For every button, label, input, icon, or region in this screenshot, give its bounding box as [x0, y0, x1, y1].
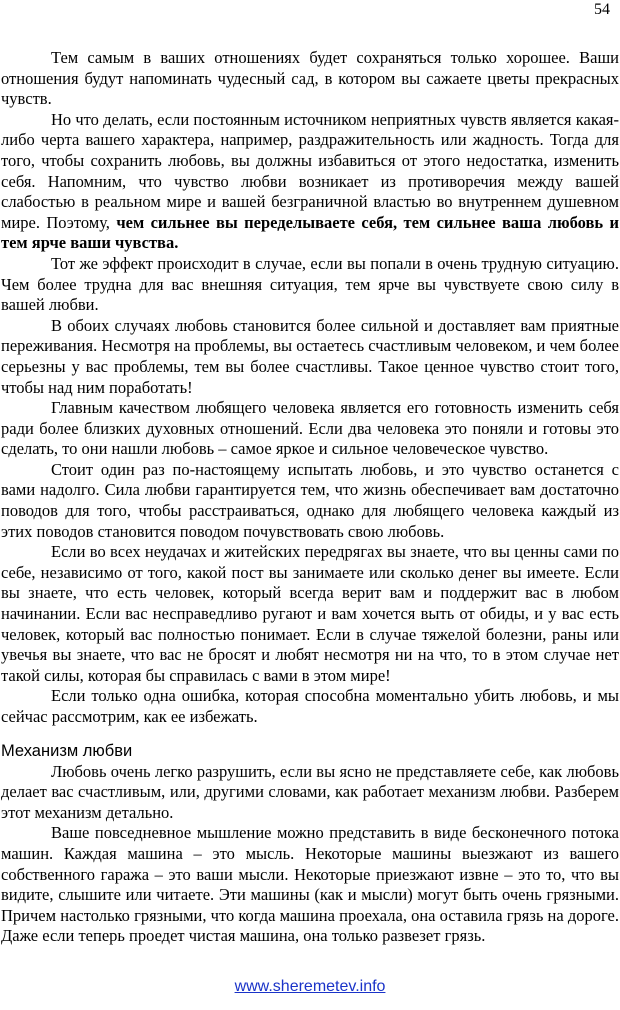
paragraph-text: Тот же эффект происходит в случае, если вы попали в очень трудную ситуацию. Чем более трудна для вас внешняя ситуация, тем ярче вы чувствуете свою силу в вашей любви.: [1, 253, 619, 315]
paragraph: [1, 316, 619, 398]
paragraph: [1, 542, 619, 686]
page-number: 54: [594, 1, 610, 18]
paragraph: [1, 110, 619, 254]
footer: [0, 978, 620, 996]
paragraph: [1, 686, 619, 727]
paragraph-text: Стоит один раз по-настоящему испытать любовь, и это чувство останется с вами надолго. Сила любви гарантируется тем, что жизнь обеспечивает вам достаточно поводов для того, чтобы расстраиваться, однако для любящего человека каждый из этих поводов становится поводом почувствовать свою любовь.: [1, 459, 619, 541]
paragraph-text: Любовь очень легко разрушить, если вы ясно не представляете себе, как любовь делает вас счастливым, или, другими словами, как работает механизм любви. Разберем этот механизм детально.: [1, 761, 619, 822]
paragraph-text: Главным качеством любящего человека является его готовность изменить себя ради более близких духовных отношений. Если два человека это поняли и готовы это сделать, то они нашли любовь – самое яркое и сильное человеческое чувство.: [1, 398, 619, 459]
bold-emphasis: чем сильнее вы переделываете себя, тем сильнее ваша любовь и тем ярче ваши чувства.: [1, 212, 620, 253]
paragraph-text: В обоих случаях любовь становится более сильной и доставляет вам приятные переживания. Несмотря на проблемы, вы остаетесь счастливым человеком, и чем более серьезны у вас проблемы, тем вы более счастливы. Такое ценное чувство стоит того, чтобы над ним поработать!: [1, 315, 619, 397]
paragraph-text: Ваше повседневное мышление можно представить в виде бесконечного потока машин. Каждая машина – это мысль. Некоторые машины выезжают из вашего собственного гаража – это ваши мысли. Некоторые приезжают извне – это то, что вы видите, слышите или читаете. Эти машины (как и мысли) могут быть очень грязными. Причем настолько грязными, что когда машина проехала, она оставила грязь на дороге. Даже если теперь проедет чистая машина, она только развезет грязь.: [1, 823, 619, 946]
paragraph: [1, 398, 619, 460]
section-heading: Механизм любви: [1, 741, 133, 760]
paragraph: [1, 48, 619, 110]
page-content: [1, 48, 619, 947]
paragraph: [1, 762, 619, 824]
website-link[interactable]: www.sheremetev.info: [234, 978, 386, 995]
paragraph: [1, 254, 619, 316]
paragraph-text: Но что делать, если постоянным источником неприятных чувств является какая-либо черта вашего характера, например, раздражительность или жадность. Тогда для того, чтобы сохранить любовь, вы должны избавиться от этого недостатка, изменить себя. Напомним, что чувство любви возникает из противоречия между вашей слабостью в реальном мире и вашей безграничной властью во внутреннем душевном мире. Поэтому,: [1, 109, 619, 232]
paragraph-text: Если во всех неудачах и житейских передрягах вы знаете, что вы ценны сами по себе, независимо от того, какой пост вы занимаете или сколько денег вы имеете. Если вы знаете, что есть человек, который всегда верит вам и поддержит вас в любом начинании. Если вас несправедливо ругают и вам хочется выть от обиды, и у вас есть человек, который вас полностью понимает. Если в случае тяжелой болезни, раны или увечья вы знаете, что вас не бросят и любят несмотря ни на что, то в этом случае нет такой силы, которая бы справилась с вами в этом мире!: [1, 542, 619, 685]
paragraph: [1, 460, 619, 542]
paragraph: [1, 823, 619, 947]
paragraph-text: Тем самым в ваших отношениях будет сохраняться только хорошее. Ваши отношения будут напоминать чудесный сад, в котором вы сажаете цветы прекрасных чувств.: [1, 48, 619, 109]
paragraph-text: Если только одна ошибка, которая способна моментально убить любовь, и мы сейчас рассмотрим, как ее избежать.: [1, 686, 619, 726]
